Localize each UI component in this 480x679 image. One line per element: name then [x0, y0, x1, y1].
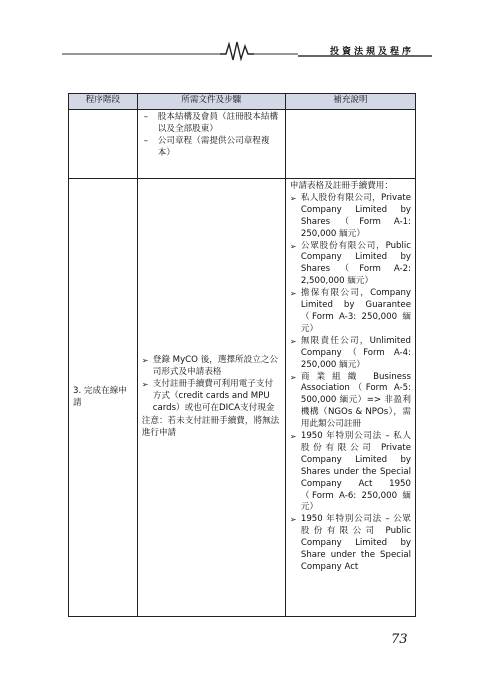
list-item: ➢ 公眾股份有限公司，Public Company Limited by Shares（Form A-2: 2,500,000 緬元） — [290, 241, 411, 289]
list-item: ➢ 1950 年特別公司法 – 私人股份有限公司 Private Company Limited by Shares under the Special Company Act 1950 （Form A-6: 250,000 緬元） — [290, 431, 411, 514]
documents-cell — [137, 179, 285, 617]
table-row — [69, 110, 416, 179]
payment-note: 注意：若未支付註冊手續費，將無法進行申請 — [141, 415, 280, 438]
notes-cell — [285, 110, 415, 179]
documents-list — [142, 355, 281, 415]
list-item: ➢ 商業組織 Business Association（Form A-5: 500,000 緬元）=> 非盈利機構（NGOs & NPOs），需用此類公司註冊 — [290, 372, 411, 432]
stage-cell — [69, 110, 138, 179]
list-item: ➢ 無限責任公司，Unlimited Company（Form A-4: 250,000 緬元） — [290, 336, 411, 372]
column-header-notes: 補充說明 — [285, 94, 415, 110]
page-number: 73 — [391, 632, 408, 647]
running-header — [62, 38, 432, 62]
documents-cell — [137, 110, 285, 179]
column-header-documents: 所需文件及步驟 — [137, 94, 285, 110]
list-item: ➢ 擔保有限公司，Company Limited by Guarantee（Form A-3: 250,000 緬元） — [290, 288, 411, 336]
list-item: – 公司章程（需提供公司章程複本） — [142, 136, 281, 160]
table-header-row — [69, 94, 416, 110]
notes-intro: 申請表格及註冊手續費用： — [289, 181, 393, 191]
notes-cell — [285, 179, 415, 617]
procedure-table — [68, 93, 416, 617]
header-title: 投資法規及程序 — [329, 47, 414, 57]
column-header-stage: 程序階段 — [69, 94, 138, 110]
documents-list — [142, 112, 281, 160]
list-item: – 股本結構及會員（註冊股本結構以及全部股東） — [142, 112, 281, 136]
fee-list — [290, 193, 411, 574]
list-item: ➢ 1950 年特別公司法 – 公眾股份有限公司 Public Company Limited by Share under the Special Company Act — [290, 514, 411, 574]
list-item: ➢ 私人股份有限公司，Private Company Limited by Shares（Form A-1: 250,000 緬元） — [290, 193, 411, 241]
list-item: ➢ 登錄 MyCO 後，選擇所設立之公司形式及申請表格 — [142, 355, 281, 379]
stage-cell: 3. 完成在線申請 — [69, 179, 138, 617]
table-row — [69, 179, 416, 617]
list-item: ➢ 支付註冊手續費可利用電子支付方式（credit cards and MPU cards）或也可在DICA支付現金 — [142, 379, 281, 415]
